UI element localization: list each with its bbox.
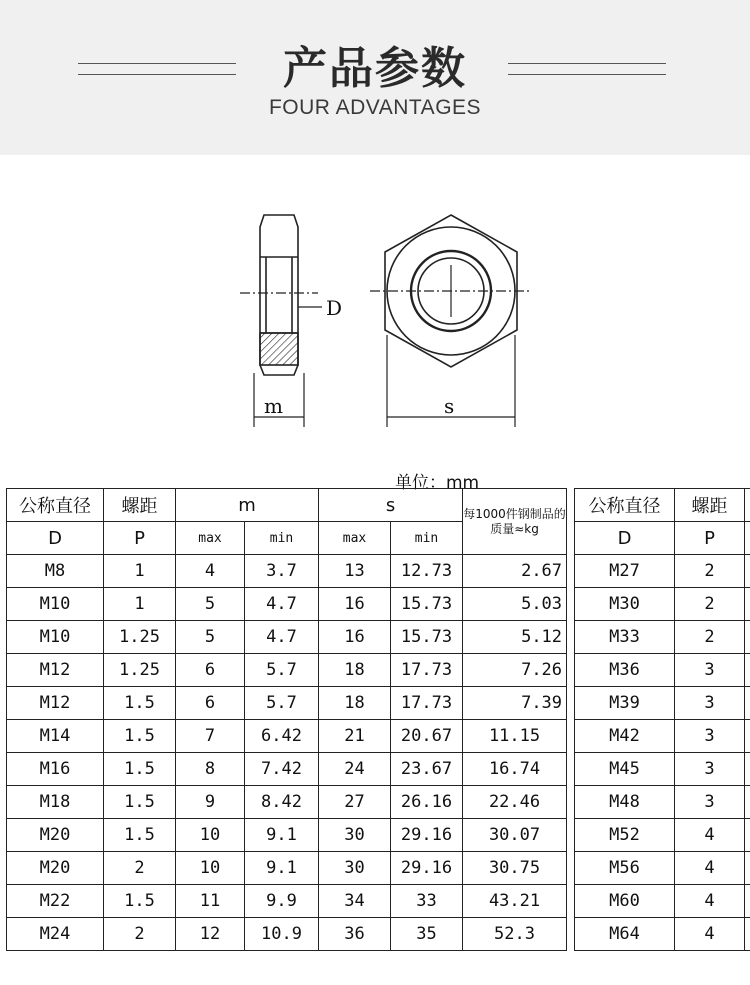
specification-table-continued — [574, 488, 750, 951]
table-row — [7, 753, 567, 786]
table-row — [575, 720, 750, 753]
cell-m-min: 9.1 — [245, 852, 319, 885]
cell-m-max: 7 — [176, 720, 245, 753]
cell-s-max: 30 — [319, 819, 391, 852]
cell-nominal: M8 — [7, 555, 104, 588]
cell-nominal: M36 — [575, 654, 675, 687]
cell-nominal: M16 — [7, 753, 104, 786]
cell-m-max: 8 — [176, 753, 245, 786]
cell-s-min: 12.73 — [391, 555, 463, 588]
cell-nominal: M12 — [7, 654, 104, 687]
header-s-max: max — [319, 522, 391, 555]
header-m: m — [176, 489, 319, 522]
cell-s-min: 26.16 — [391, 786, 463, 819]
cell-pitch: 1.25 — [104, 654, 176, 687]
table-row — [7, 654, 567, 687]
header-d-symbol: D — [575, 522, 675, 555]
cell-m-max: 11 — [176, 885, 245, 918]
cell-nominal: M14 — [7, 720, 104, 753]
cell-m-min: 9.9 — [245, 885, 319, 918]
cell-s-max: 16 — [319, 588, 391, 621]
cell-m-max: 5 — [176, 588, 245, 621]
cell-nominal: M10 — [7, 621, 104, 654]
cell-pitch: 2 — [675, 555, 745, 588]
header-pitch: 螺距 — [104, 489, 176, 522]
dimension-m-label: m — [264, 394, 283, 418]
cell-m-max: 6 — [176, 654, 245, 687]
cell-s-max: 24 — [319, 753, 391, 786]
cell-weight: 43.21 — [463, 885, 567, 918]
table-row — [575, 654, 750, 687]
table-row — [575, 885, 750, 918]
cell-pitch: 3 — [675, 654, 745, 687]
cell-pitch: 4 — [675, 852, 745, 885]
cell-m-max: 12 — [176, 918, 245, 951]
cell-s-min: 17.73 — [391, 687, 463, 720]
unit-label: 单位：mm — [395, 473, 480, 493]
cell-m-max: 10 — [176, 852, 245, 885]
cell-pitch: 1.5 — [104, 687, 176, 720]
cell-nominal: M45 — [575, 753, 675, 786]
cell-nominal: M64 — [575, 918, 675, 951]
table-row — [575, 753, 750, 786]
cell-m-min: 5.7 — [245, 687, 319, 720]
cell-nominal: M56 — [575, 852, 675, 885]
table-row — [7, 687, 567, 720]
cell-pitch: 4 — [675, 885, 745, 918]
cell-pitch: 3 — [675, 687, 745, 720]
cell-pitch: 1 — [104, 555, 176, 588]
cell-s-max: 30 — [319, 852, 391, 885]
cell-s-min: 33 — [391, 885, 463, 918]
cell-s-max: 36 — [319, 918, 391, 951]
cell-weight: 5.12 — [463, 621, 567, 654]
cell-s-min: 15.73 — [391, 588, 463, 621]
cell-weight: 5.03 — [463, 588, 567, 621]
header-weight: 每1000件钢制品的质量≈kg — [463, 489, 567, 555]
table-row — [7, 918, 567, 951]
cell-weight: 2.67 — [463, 555, 567, 588]
cell-s-min: 29.16 — [391, 819, 463, 852]
cell-pitch: 4 — [675, 819, 745, 852]
header-s-min: min — [391, 522, 463, 555]
table-row — [7, 588, 567, 621]
table-row — [575, 852, 750, 885]
cell-weight: 30.07 — [463, 819, 567, 852]
dimension-s-label: s — [444, 394, 455, 418]
cell-m-max: 9 — [176, 786, 245, 819]
cell-pitch: 1.5 — [104, 720, 176, 753]
cell-m-min: 8.42 — [245, 786, 319, 819]
cell-weight: 7.26 — [463, 654, 567, 687]
cell-s-max: 18 — [319, 654, 391, 687]
header-pitch: 螺距 — [675, 489, 745, 522]
header-cut-off — [745, 522, 750, 555]
cell-nominal: M12 — [7, 687, 104, 720]
cell-s-min: 20.67 — [391, 720, 463, 753]
cell-m-max: 4 — [176, 555, 245, 588]
cell-pitch: 2 — [104, 852, 176, 885]
cell-weight: 7.39 — [463, 687, 567, 720]
page-title: 产品参数 — [283, 43, 467, 94]
cell-m-min: 3.7 — [245, 555, 319, 588]
table-row — [575, 588, 750, 621]
cell-nominal: M27 — [575, 555, 675, 588]
cell-weight: 52.3 — [463, 918, 567, 951]
specification-table — [6, 488, 567, 951]
cell-s-max: 16 — [319, 621, 391, 654]
table-row — [575, 918, 750, 951]
header-d-symbol: D — [7, 522, 104, 555]
header-cut-off — [745, 489, 750, 522]
cell-s-max: 34 — [319, 885, 391, 918]
cell-nominal: M39 — [575, 687, 675, 720]
table-row — [7, 786, 567, 819]
cell-m-min: 6.42 — [245, 720, 319, 753]
cell-m-max: 5 — [176, 621, 245, 654]
cell-m-min: 5.7 — [245, 654, 319, 687]
cell-nominal: M10 — [7, 588, 104, 621]
table-row — [575, 819, 750, 852]
table-row — [7, 555, 567, 588]
header-m-min: min — [245, 522, 319, 555]
header-nominal-diameter: 公称直径 — [575, 489, 675, 522]
cell-nominal: M20 — [7, 852, 104, 885]
cell-weight: 22.46 — [463, 786, 567, 819]
cell-m-min: 10.9 — [245, 918, 319, 951]
cell-nominal: M30 — [575, 588, 675, 621]
cell-pitch: 4 — [675, 918, 745, 951]
header-banner — [0, 0, 750, 155]
table-row — [7, 621, 567, 654]
cell-s-max: 21 — [319, 720, 391, 753]
cell-weight: 11.15 — [463, 720, 567, 753]
header-m-max: max — [176, 522, 245, 555]
cell-pitch: 3 — [675, 753, 745, 786]
hex-nut-drawing — [230, 205, 540, 435]
cell-nominal: M42 — [575, 720, 675, 753]
cell-m-min: 4.7 — [245, 588, 319, 621]
cell-s-max: 18 — [319, 687, 391, 720]
table-row — [575, 687, 750, 720]
table-row — [7, 852, 567, 885]
cell-s-min: 29.16 — [391, 852, 463, 885]
page-subtitle: FOUR ADVANTAGES — [268, 96, 482, 119]
table-row — [7, 720, 567, 753]
cell-nominal: M24 — [7, 918, 104, 951]
cell-nominal: M18 — [7, 786, 104, 819]
cell-s-max: 27 — [319, 786, 391, 819]
cell-nominal: M22 — [7, 885, 104, 918]
cell-s-min: 35 — [391, 918, 463, 951]
cell-pitch: 3 — [675, 720, 745, 753]
cell-pitch: 2 — [675, 621, 745, 654]
cell-m-max: 10 — [176, 819, 245, 852]
cell-m-min: 9.1 — [245, 819, 319, 852]
cell-s-min: 23.67 — [391, 753, 463, 786]
cell-nominal: M60 — [575, 885, 675, 918]
header-p-symbol: P — [675, 522, 745, 555]
cell-nominal: M52 — [575, 819, 675, 852]
cell-pitch: 1.25 — [104, 621, 176, 654]
header-s: s — [319, 489, 463, 522]
cell-s-max: 13 — [319, 555, 391, 588]
cell-pitch: 1.5 — [104, 885, 176, 918]
table-row — [575, 786, 750, 819]
cell-nominal: M20 — [7, 819, 104, 852]
cell-pitch: 1.5 — [104, 786, 176, 819]
table-row — [7, 885, 567, 918]
cell-s-min: 15.73 — [391, 621, 463, 654]
table-row — [575, 555, 750, 588]
cell-pitch: 2 — [104, 918, 176, 951]
table-row — [7, 819, 567, 852]
cell-m-max: 6 — [176, 687, 245, 720]
dimension-d-label: D — [326, 296, 343, 320]
cell-pitch: 1 — [104, 588, 176, 621]
header-nominal-diameter: 公称直径 — [7, 489, 104, 522]
header-p-symbol: P — [104, 522, 176, 555]
cell-m-min: 7.42 — [245, 753, 319, 786]
cell-pitch: 1.5 — [104, 753, 176, 786]
cell-nominal: M33 — [575, 621, 675, 654]
cell-weight: 16.74 — [463, 753, 567, 786]
cell-pitch: 2 — [675, 588, 745, 621]
cell-s-min: 17.73 — [391, 654, 463, 687]
cell-pitch: 1.5 — [104, 819, 176, 852]
cell-nominal: M48 — [575, 786, 675, 819]
cell-weight: 30.75 — [463, 852, 567, 885]
cell-m-min: 4.7 — [245, 621, 319, 654]
table-row — [575, 621, 750, 654]
cell-pitch: 3 — [675, 786, 745, 819]
